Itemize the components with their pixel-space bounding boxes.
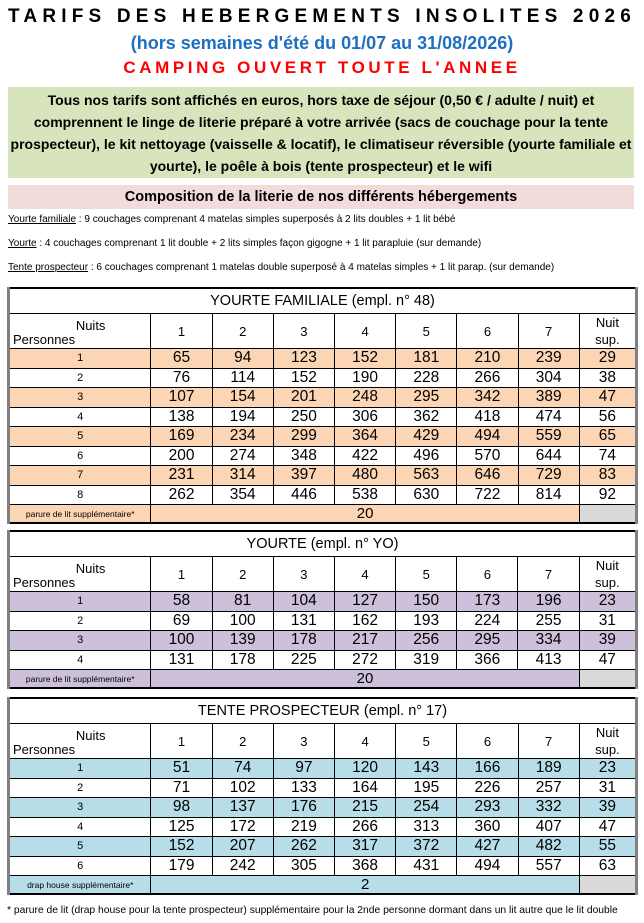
nights-column-header: 1: [151, 724, 212, 759]
nights-column-header: 1: [151, 557, 212, 592]
persons-count: 1: [9, 592, 151, 612]
price-cell: 228: [396, 368, 457, 388]
extra-bedding-label: parure de lit supplémentaire*: [9, 670, 151, 689]
composition-name: Yourte: [8, 238, 37, 249]
price-cell: 98: [151, 798, 212, 818]
empty-cell: [579, 876, 636, 895]
price-cell: 120: [335, 759, 396, 779]
nights-column-header: 7: [518, 724, 579, 759]
price-cell: 397: [273, 466, 334, 486]
price-cell: 304: [518, 368, 579, 388]
extra-bedding-row: [9, 670, 637, 689]
price-cell: 133: [273, 778, 334, 798]
price-cell: 224: [457, 611, 518, 631]
persons-count: 3: [9, 631, 151, 651]
price-cell: 427: [457, 837, 518, 857]
price-cell: 179: [151, 856, 212, 876]
price-cell: 254: [396, 798, 457, 818]
price-cell: 332: [518, 798, 579, 818]
price-cell: 94: [212, 349, 273, 369]
price-cell: 166: [457, 759, 518, 779]
extra-night-header: [579, 724, 636, 759]
extra-bedding-price: 20: [151, 670, 579, 689]
extra-night-header: [579, 557, 636, 592]
price-cell: 196: [518, 592, 579, 612]
price-cell: 272: [334, 650, 395, 670]
extra-night-price: 47: [579, 817, 636, 837]
price-cell: 563: [396, 466, 457, 486]
price-cell: 143: [396, 759, 457, 779]
nights-column-header: 5: [396, 557, 457, 592]
table-row: [9, 485, 637, 505]
price-cell: 446: [273, 485, 334, 505]
price-cell: 313: [396, 817, 457, 837]
table-row: [9, 798, 637, 818]
price-cell: 482: [518, 837, 579, 857]
extra-bedding-price: 20: [151, 505, 579, 524]
price-cell: 231: [151, 466, 212, 486]
open-all-year-notice: CAMPING OUVERT TOUTE L'ANNEE: [123, 58, 521, 77]
table-row: [9, 631, 637, 651]
price-cell: 360: [457, 817, 518, 837]
price-cell: 181: [396, 349, 457, 369]
price-cell: 65: [151, 349, 212, 369]
price-cell: 176: [273, 798, 334, 818]
nights-column-header: 6: [457, 557, 518, 592]
nights-column-header: 4: [335, 724, 396, 759]
table-row: [9, 837, 637, 857]
period-subtitle: (hors semaines d'été du 01/07 au 31/08/2026): [130, 33, 514, 53]
extra-night-price: 31: [579, 611, 636, 631]
table-header-row: [9, 314, 637, 349]
price-cell: 178: [212, 650, 273, 670]
extra-night-price: 74: [579, 446, 636, 466]
extra-bedding-label: parure de lit supplémentaire*: [9, 505, 151, 524]
corner-header: [9, 724, 151, 759]
price-cell: 200: [151, 446, 212, 466]
extra-night-price: 38: [579, 368, 636, 388]
price-table-yourte: [7, 530, 638, 689]
table-row: [9, 349, 637, 369]
persons-label: Personnes: [13, 332, 76, 347]
footnote: * parure de lit (drap house pour la tente prospecteur) supplémentaire pour la 2nde personne dormant dans un lit autre que le lit double: [7, 905, 618, 916]
persons-count: 4: [9, 650, 151, 670]
table-row: [9, 611, 637, 631]
price-cell: 76: [151, 368, 212, 388]
price-cell: 193: [396, 611, 457, 631]
price-cell: 139: [212, 631, 273, 651]
extra-night-label-sup: sup.: [595, 742, 620, 757]
table-header-row: [9, 557, 637, 592]
extra-night-label: Nuit: [595, 315, 619, 330]
table-title: YOURTE FAMILIALE (empl. n° 48): [9, 288, 637, 314]
nights-column-header: 4: [335, 314, 396, 349]
price-cell: 125: [151, 817, 212, 837]
price-cell: 114: [212, 368, 273, 388]
price-cell: 127: [334, 592, 395, 612]
price-cell: 334: [518, 631, 579, 651]
price-cell: 422: [335, 446, 396, 466]
nights-column-header: 7: [518, 557, 579, 592]
price-cell: 248: [335, 388, 396, 408]
nights-column-header: 6: [457, 314, 518, 349]
table-row: [9, 427, 637, 447]
extra-night-label: Nuit: [595, 725, 619, 740]
price-cell: 215: [335, 798, 396, 818]
pricing-info-box: Tous nos tarifs sont affichés en euros, hors taxe de séjour (0,50 € / adulte / nuit) et comprennent le linge de literie préparé à votre arrivée (sacs de couchage pour la tente prospecteur), le kit nettoyage (vaisselle & locatif), le climatiseur réversible (yourte familiale et yourte), le poêle à bois (tente prospecteur) et le wifi: [8, 87, 634, 178]
price-cell: 242: [212, 856, 273, 876]
price-cell: 201: [273, 388, 334, 408]
price-cell: 255: [518, 611, 579, 631]
extra-night-price: 55: [579, 837, 636, 857]
nights-column-header: 6: [457, 724, 518, 759]
extra-night-price: 23: [579, 592, 636, 612]
price-cell: 131: [273, 611, 334, 631]
composition-text: : 9 couchages comprenant 4 matelas simples superposés à 2 lits doubles + 1 lit bébé: [76, 214, 456, 225]
price-cell: 538: [335, 485, 396, 505]
price-cell: 250: [273, 407, 334, 427]
price-cell: 71: [151, 778, 212, 798]
price-cell: 189: [518, 759, 579, 779]
table-row: [9, 759, 637, 779]
price-cell: 257: [518, 778, 579, 798]
price-cell: 123: [273, 349, 334, 369]
table-title-row: [9, 698, 637, 724]
price-cell: 496: [396, 446, 457, 466]
price-cell: 194: [212, 407, 273, 427]
price-cell: 97: [273, 759, 334, 779]
price-cell: 131: [151, 650, 212, 670]
price-cell: 317: [335, 837, 396, 857]
extra-night-price: 23: [579, 759, 636, 779]
price-cell: 366: [457, 650, 518, 670]
table-row: [9, 817, 637, 837]
price-cell: 368: [335, 856, 396, 876]
price-cell: 169: [151, 427, 212, 447]
extra-night-header: [579, 314, 636, 349]
corner-header: [9, 314, 151, 349]
table-row: [9, 778, 637, 798]
persons-label: Personnes: [13, 575, 76, 590]
nights-column-header: 2: [212, 557, 273, 592]
table-title-row: [9, 288, 637, 314]
price-cell: 362: [396, 407, 457, 427]
nights-label: Nuits: [75, 318, 106, 333]
extra-night-price: 65: [579, 427, 636, 447]
composition-yourte-familiale: [8, 213, 638, 227]
price-cell: 299: [273, 427, 334, 447]
extra-night-price: 47: [579, 650, 636, 670]
nights-column-header: 3: [273, 314, 334, 349]
price-cell: 217: [334, 631, 395, 651]
price-cell: 69: [151, 611, 212, 631]
price-cell: 274: [212, 446, 273, 466]
price-cell: 413: [518, 650, 579, 670]
table-title-row: [9, 531, 637, 557]
persons-label: Personnes: [13, 742, 76, 757]
nights-column-header: 5: [396, 724, 457, 759]
table-row: [9, 407, 637, 427]
price-cell: 107: [151, 388, 212, 408]
extra-night-label-sup: sup.: [595, 575, 620, 590]
price-cell: 314: [212, 466, 273, 486]
extra-night-price: 56: [579, 407, 636, 427]
price-cell: 100: [151, 631, 212, 651]
persons-count: 2: [9, 611, 151, 631]
price-cell: 295: [396, 388, 457, 408]
price-cell: 557: [518, 856, 579, 876]
price-cell: 164: [335, 778, 396, 798]
price-cell: 348: [273, 446, 334, 466]
price-cell: 74: [212, 759, 273, 779]
composition-tente-prospecteur: [8, 261, 638, 275]
table-title: YOURTE (empl. n° YO): [9, 531, 637, 557]
extra-night-price: 63: [579, 856, 636, 876]
extra-night-price: 29: [579, 349, 636, 369]
price-cell: 407: [518, 817, 579, 837]
price-cell: 494: [457, 856, 518, 876]
table-row: [9, 368, 637, 388]
price-cell: 152: [151, 837, 212, 857]
table-row: [9, 466, 637, 486]
price-cell: 429: [396, 427, 457, 447]
composition-name: Tente prospecteur: [8, 262, 89, 273]
persons-count: 4: [9, 407, 151, 427]
persons-count: 5: [9, 427, 151, 447]
persons-count: 2: [9, 368, 151, 388]
price-cell: 559: [518, 427, 579, 447]
price-cell: 372: [396, 837, 457, 857]
persons-count: 1: [9, 759, 151, 779]
extra-night-price: 92: [579, 485, 636, 505]
persons-count: 7: [9, 466, 151, 486]
corner-header: [9, 557, 151, 592]
composition-text: : 6 couchages comprenant 1 matelas double superposé à 4 matelas simples + 1 lit parap. (sur demande): [88, 262, 555, 273]
price-cell: 431: [396, 856, 457, 876]
price-cell: 389: [518, 388, 579, 408]
empty-cell: [579, 670, 636, 689]
persons-count: 6: [9, 446, 151, 466]
price-cell: 190: [335, 368, 396, 388]
price-cell: 256: [396, 631, 457, 651]
price-cell: 104: [273, 592, 334, 612]
price-cell: 51: [151, 759, 212, 779]
price-cell: 644: [518, 446, 579, 466]
persons-count: 2: [9, 778, 151, 798]
price-cell: 219: [273, 817, 334, 837]
price-cell: 494: [457, 427, 518, 447]
price-cell: 262: [273, 837, 334, 857]
nights-column-header: 7: [518, 314, 579, 349]
price-cell: 226: [457, 778, 518, 798]
price-cell: 137: [212, 798, 273, 818]
empty-cell: [579, 505, 636, 524]
extra-night-price: 39: [579, 798, 636, 818]
price-cell: 195: [396, 778, 457, 798]
price-cell: 239: [518, 349, 579, 369]
price-cell: 630: [396, 485, 457, 505]
nights-column-header: 3: [273, 724, 334, 759]
composition-name: Yourte familiale: [8, 214, 77, 225]
price-cell: 295: [457, 631, 518, 651]
price-cell: 234: [212, 427, 273, 447]
price-cell: 81: [212, 592, 273, 612]
price-cell: 152: [335, 349, 396, 369]
price-cell: 354: [212, 485, 273, 505]
price-cell: 570: [457, 446, 518, 466]
table-title: TENTE PROSPECTEUR (empl. n° 17): [9, 698, 637, 724]
extra-night-price: 47: [579, 388, 636, 408]
price-cell: 729: [518, 466, 579, 486]
extra-night-price: 83: [579, 466, 636, 486]
persons-count: 4: [9, 817, 151, 837]
persons-count: 3: [9, 798, 151, 818]
price-table-tente-prospecteur: [7, 697, 638, 895]
composition-text: : 4 couchages comprenant 1 lit double + 2 lits simples façon gigogne + 1 lit parapluie (sur demande): [36, 238, 482, 249]
price-cell: 152: [273, 368, 334, 388]
price-cell: 154: [212, 388, 273, 408]
price-cell: 305: [273, 856, 334, 876]
persons-count: 1: [9, 349, 151, 369]
price-cell: 210: [457, 349, 518, 369]
extra-night-price: 31: [579, 778, 636, 798]
extra-bedding-row: [9, 876, 637, 895]
price-cell: 418: [457, 407, 518, 427]
bedding-composition-title: Composition de la literie de nos différents hébergements: [8, 185, 634, 209]
nights-column-header: 1: [151, 314, 212, 349]
nights-column-header: 2: [212, 314, 273, 349]
nights-column-header: 3: [273, 557, 334, 592]
nights-column-header: 2: [212, 724, 273, 759]
nights-column-header: 5: [396, 314, 457, 349]
price-cell: 474: [518, 407, 579, 427]
price-table-yourte-familiale: [7, 287, 638, 524]
extra-bedding-price: 2: [151, 876, 579, 895]
price-cell: 262: [151, 485, 212, 505]
price-cell: 173: [457, 592, 518, 612]
price-cell: 150: [396, 592, 457, 612]
nights-label: Nuits: [75, 728, 106, 743]
extra-bedding-label: drap house supplémentaire*: [9, 876, 151, 895]
table-row: [9, 446, 637, 466]
extra-night-price: 39: [579, 631, 636, 651]
price-cell: 364: [335, 427, 396, 447]
price-cell: 266: [335, 817, 396, 837]
nights-column-header: 4: [334, 557, 395, 592]
price-cell: 138: [151, 407, 212, 427]
price-cell: 722: [457, 485, 518, 505]
price-cell: 102: [212, 778, 273, 798]
price-cell: 162: [334, 611, 395, 631]
table-row: [9, 650, 637, 670]
persons-count: 8: [9, 485, 151, 505]
price-cell: 480: [335, 466, 396, 486]
price-cell: 207: [212, 837, 273, 857]
price-cell: 225: [273, 650, 334, 670]
nights-label: Nuits: [75, 561, 106, 576]
price-cell: 319: [396, 650, 457, 670]
price-cell: 172: [212, 817, 273, 837]
page-title: TARIFS DES HEBERGEMENTS INSOLITES 2026: [8, 6, 636, 27]
persons-count: 3: [9, 388, 151, 408]
price-cell: 342: [457, 388, 518, 408]
price-cell: 646: [457, 466, 518, 486]
price-cell: 58: [151, 592, 212, 612]
extra-bedding-row: [9, 505, 637, 524]
table-header-row: [9, 724, 637, 759]
persons-count: 6: [9, 856, 151, 876]
price-cell: 178: [273, 631, 334, 651]
persons-count: 5: [9, 837, 151, 857]
price-cell: 100: [212, 611, 273, 631]
price-cell: 266: [457, 368, 518, 388]
extra-night-label: Nuit: [595, 558, 619, 573]
price-cell: 293: [457, 798, 518, 818]
table-row: [9, 856, 637, 876]
table-row: [9, 592, 637, 612]
composition-yourte: [8, 237, 638, 251]
table-row: [9, 388, 637, 408]
price-cell: 306: [335, 407, 396, 427]
price-cell: 814: [518, 485, 579, 505]
extra-night-label-sup: sup.: [595, 332, 620, 347]
